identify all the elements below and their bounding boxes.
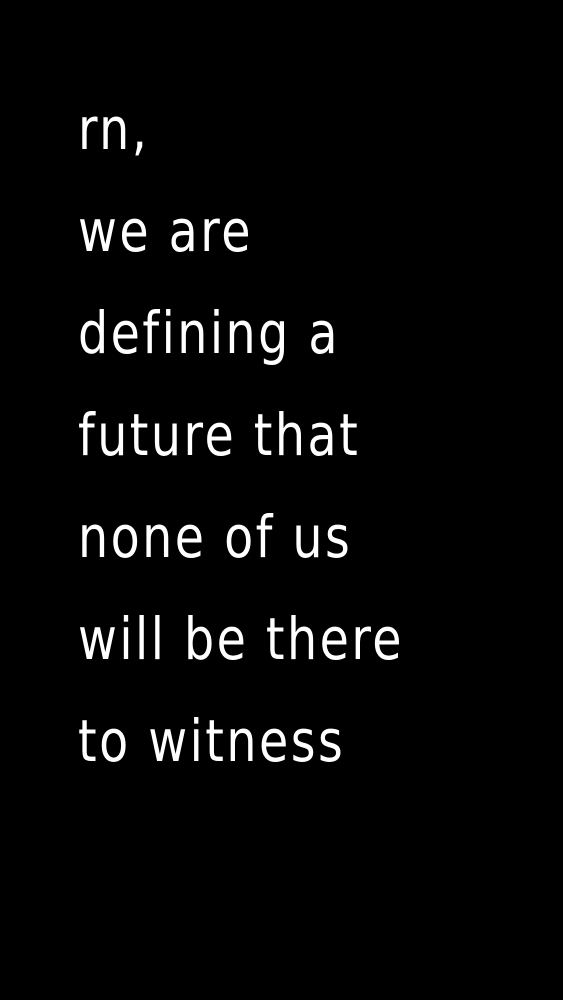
- poem-line-7: to witness: [78, 707, 346, 775]
- poem-line-6: will be there: [78, 605, 405, 673]
- poem-line-2: we are: [78, 197, 253, 265]
- poem-text-block: [78, 78, 476, 792]
- poem-line-1: rn,: [78, 95, 150, 163]
- poem-line-4: future that: [78, 401, 361, 469]
- poem-line-5: none of us: [78, 503, 353, 571]
- poem-line-3: defining a: [78, 299, 340, 367]
